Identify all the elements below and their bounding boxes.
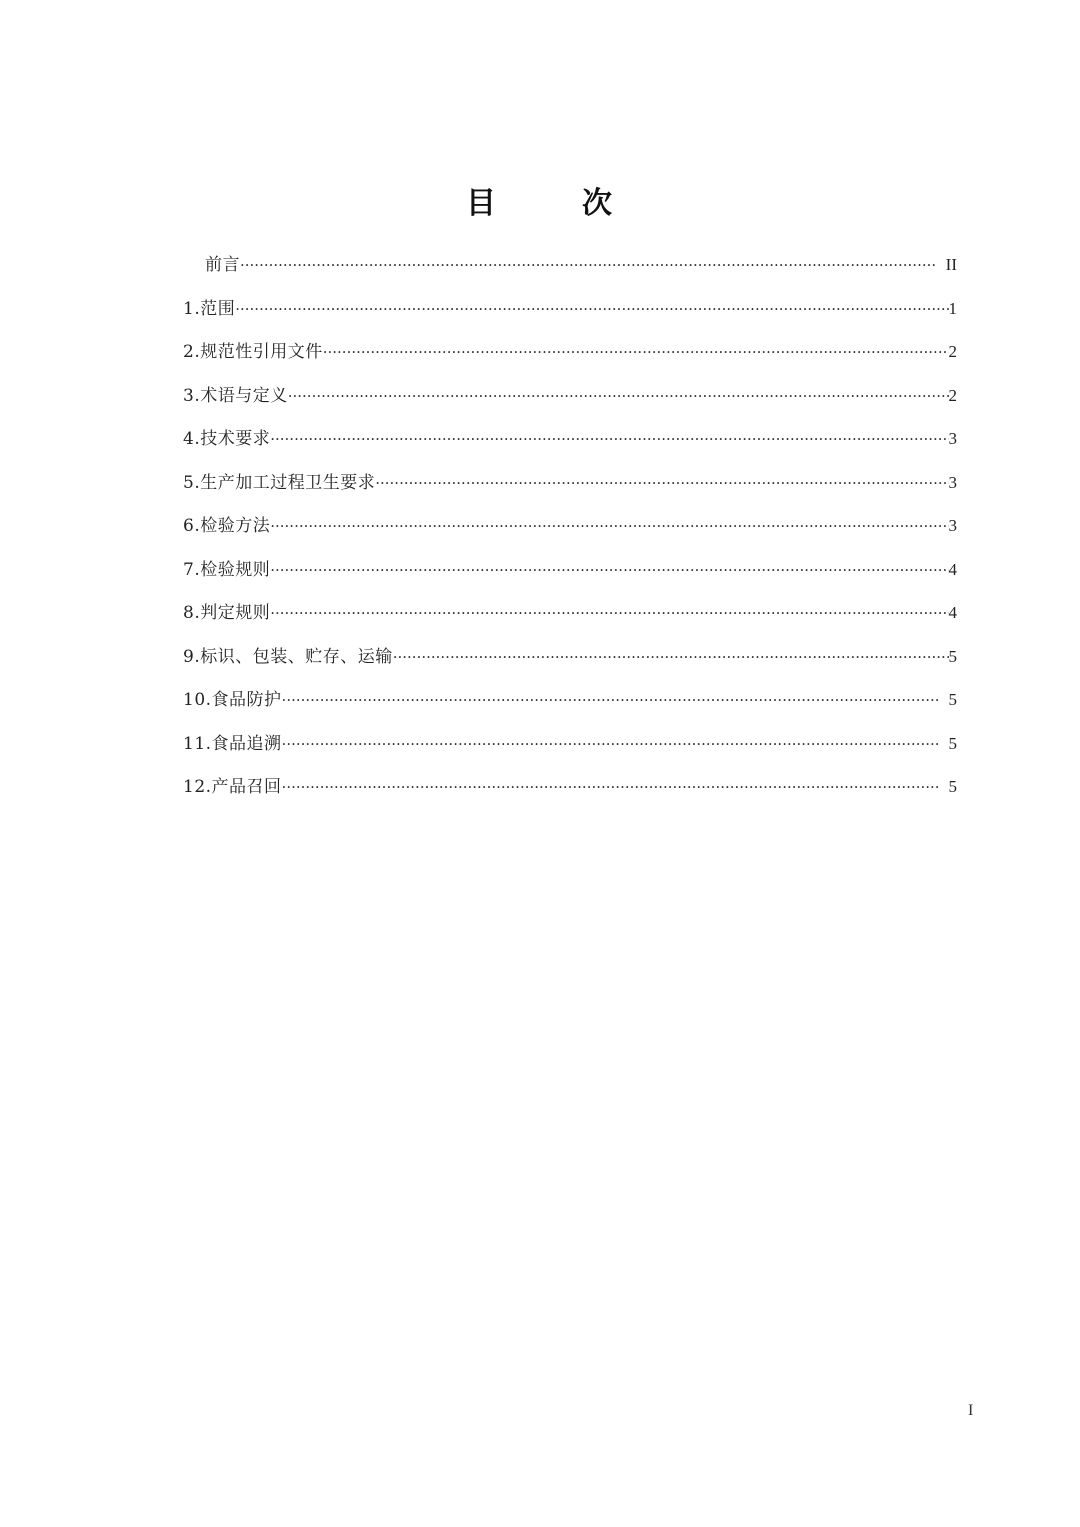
toc-entry-label: 12.产品召回	[183, 777, 282, 797]
toc-entry-5[interactable]	[183, 466, 957, 510]
toc-entry-12[interactable]	[183, 770, 957, 814]
toc-dot-leader	[270, 596, 948, 630]
table-of-contents	[183, 248, 957, 814]
toc-dot-leader	[393, 640, 949, 674]
toc-entry-label: 10.食品防护	[183, 690, 282, 710]
toc-dot-leader	[270, 553, 948, 587]
toc-dot-leader	[288, 379, 949, 413]
footer-page-number: I	[968, 1402, 974, 1419]
page-title	[0, 180, 1080, 228]
toc-entry-11[interactable]	[183, 727, 957, 771]
toc-entry-8[interactable]	[183, 596, 957, 640]
toc-dot-leader	[235, 292, 948, 326]
toc-entry-1[interactable]	[183, 292, 957, 336]
title-char-1: 目	[466, 186, 498, 222]
toc-entry-label: 9.标识、包装、贮存、运输	[183, 646, 393, 667]
title-char-2: 次	[582, 186, 614, 222]
toc-dot-leader	[323, 335, 949, 369]
toc-entry-page: 4	[948, 559, 957, 579]
toc-entry-6[interactable]	[183, 509, 957, 553]
toc-entry-label: 3.术语与定义	[183, 385, 288, 406]
toc-dot-leader	[282, 770, 939, 804]
toc-entry-label: 11.食品追溯	[183, 733, 282, 754]
toc-entry-label: 6.检验方法	[183, 516, 271, 536]
toc-entry-page: II	[945, 255, 957, 274]
toc-entry-4[interactable]	[183, 422, 957, 466]
toc-entry-page: 3	[948, 516, 957, 535]
toc-entry-page: 5	[948, 733, 957, 753]
toc-entry-2[interactable]	[183, 335, 957, 379]
toc-entry-page: 3	[948, 429, 957, 448]
toc-entry-page: 3	[948, 472, 957, 492]
toc-entry-page: 1	[948, 298, 957, 318]
toc-entry-7[interactable]	[183, 553, 957, 597]
toc-entry-page: 4	[948, 603, 957, 622]
toc-entry-3[interactable]	[183, 379, 957, 423]
toc-entry-label: 5.生产加工过程卫生要求	[183, 472, 376, 493]
toc-entry-9[interactable]	[183, 640, 957, 684]
toc-entry-foreword[interactable]	[183, 248, 957, 292]
toc-entry-label: 4.技术要求	[183, 429, 271, 449]
toc-dot-leader	[282, 683, 939, 717]
toc-dot-leader	[240, 248, 936, 282]
toc-entry-page: 5	[948, 777, 957, 796]
toc-entry-page: 5	[948, 646, 957, 666]
toc-entry-page: 2	[948, 385, 957, 405]
toc-dot-leader	[375, 466, 948, 500]
toc-dot-leader	[270, 422, 948, 456]
toc-entry-page: 2	[948, 342, 957, 361]
toc-dot-leader	[282, 727, 939, 761]
toc-entry-label: 7.检验规则	[183, 559, 271, 580]
toc-entry-10[interactable]	[183, 683, 957, 727]
toc-entry-label: 8.判定规则	[183, 603, 271, 623]
toc-entry-label: 前言	[205, 255, 240, 275]
toc-entry-page: 5	[948, 690, 957, 709]
toc-entry-label: 1.范围	[183, 298, 236, 319]
toc-dot-leader	[270, 509, 948, 543]
toc-entry-label: 2.规范性引用文件	[183, 342, 323, 362]
